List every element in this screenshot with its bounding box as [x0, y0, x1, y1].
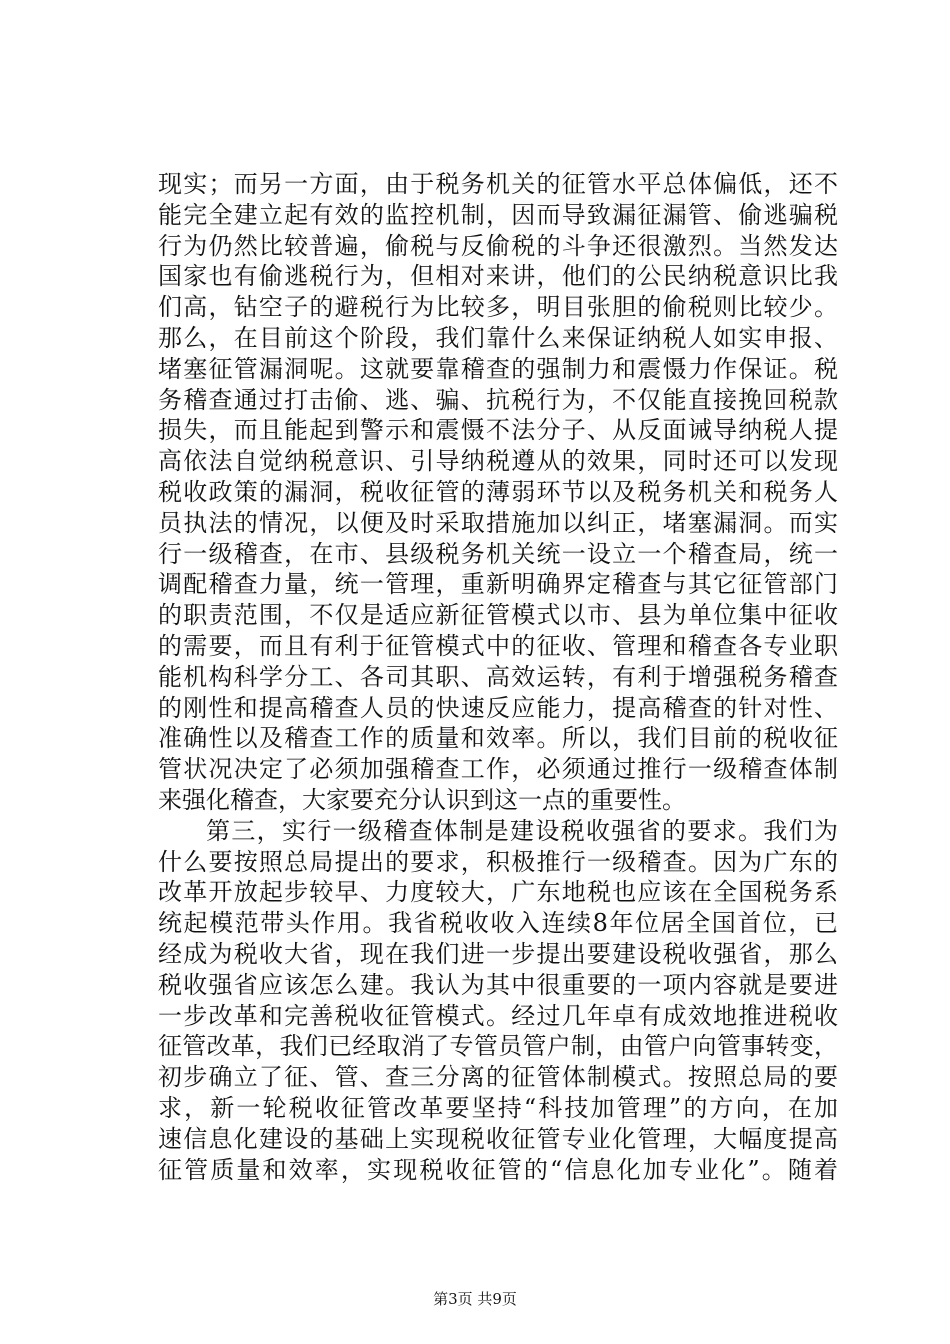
- text-line: 那么，在目前这个阶段，我们靠什么来保证纳税人如实申报、: [158, 323, 838, 352]
- text-line: 什么要按照总局提出的要求，积极推行一级稽查。因为广东的: [158, 847, 838, 876]
- text-line: 第三，实行一级稽查体制是建设税收强省的要求。我们为: [206, 816, 838, 845]
- text-line: 调配稽查力量，统一管理，重新明确界定稽查与其它征管部门: [158, 570, 838, 599]
- body-text: [158, 169, 838, 1185]
- text-line: 统起模范带头作用。我省税收收入连续8年位居全国首位，已: [158, 909, 838, 938]
- text-line: 税收强省应该怎么建。我认为其中很重要的一项内容就是要进: [158, 970, 838, 999]
- text-line: 的需要，而且有利于征管模式中的征收、管理和稽查各专业职: [158, 631, 838, 660]
- text-line: 征管改革，我们已经取消了专管员管户制，由管户向管事转变，: [158, 1032, 838, 1061]
- text-line: 能完全建立起有效的监控机制，因而导致漏征漏管、偷逃骗税: [158, 200, 838, 229]
- text-line: 国家也有偷逃税行为，但相对来讲，他们的公民纳税意识比我: [158, 262, 838, 291]
- text-line: 损失，而且能起到警示和震慑不法分子、从反面诫导纳税人提: [158, 416, 838, 445]
- page-footer: [0, 1288, 950, 1309]
- text-line: 经成为税收大省，现在我们进一步提出要建设税收强省，那么: [158, 939, 838, 968]
- text-line: 改革开放起步较早、力度较大，广东地税也应该在全国税务系: [158, 878, 838, 907]
- text-line: 征管质量和效率，实现税收征管的“信息化加专业化”。随着: [158, 1155, 838, 1184]
- text-line: 高依法自觉纳税意识、引导纳税遵从的效果，同时还可以发现: [158, 447, 838, 476]
- text-line: 税收政策的漏洞，税收征管的薄弱环节以及税务机关和税务人: [158, 477, 838, 506]
- text-line: 的刚性和提高稽查人员的快速反应能力，提高稽查的针对性、: [158, 693, 838, 722]
- text-line: 一步改革和完善税收征管模式。经过几年卓有成效地推进税收: [158, 1001, 838, 1030]
- text-line: 现实；而另一方面，由于税务机关的征管水平总体偏低，还不: [158, 170, 838, 198]
- text-line: 能机构科学分工、各司其职、高效运转，有利于增强税务稽查: [158, 662, 838, 691]
- text-line: 速信息化建设的基础上实现税收征管专业化管理，大幅度提高: [158, 1124, 838, 1153]
- text-line: 行为仍然比较普遍，偷税与反偷税的斗争还很激烈。当然发达: [158, 231, 838, 260]
- text-line: 求，新一轮税收征管改革要坚持“科技加管理”的方向，在加: [158, 1093, 838, 1122]
- text-line: 管状况决定了必须加强稽查工作，必须通过推行一级稽查体制: [158, 755, 838, 784]
- text-line: 初步确立了征、管、查三分离的征管体制模式。按照总局的要: [158, 1063, 838, 1092]
- text-line: 堵塞征管漏洞呢。这就要靠稽查的强制力和震慑力作保证。税: [158, 354, 838, 383]
- text-line: 准确性以及稽查工作的质量和效率。所以，我们目前的税收征: [158, 724, 838, 753]
- text-line: 行一级稽查，在市、县级税务机关统一设立一个稽查局，统一: [158, 539, 838, 568]
- page-number: 第3页 共9页: [433, 1290, 517, 1308]
- text-line: 员执法的情况，以便及时采取措施加以纠正，堵塞漏洞。而实: [158, 508, 838, 537]
- text-line: 务稽查通过打击偷、逃、骗、抗税行为，不仅能直接挽回税款: [158, 385, 838, 414]
- text-line: 来强化稽查，大家要充分认识到这一点的重要性。: [158, 785, 686, 814]
- text-line: 们高，钻空子的避税行为比较多，明目张胆的偷税则比较少。: [158, 293, 838, 322]
- text-line: 的职责范围，不仅是适应新征管模式以市、县为单位集中征收: [158, 601, 838, 630]
